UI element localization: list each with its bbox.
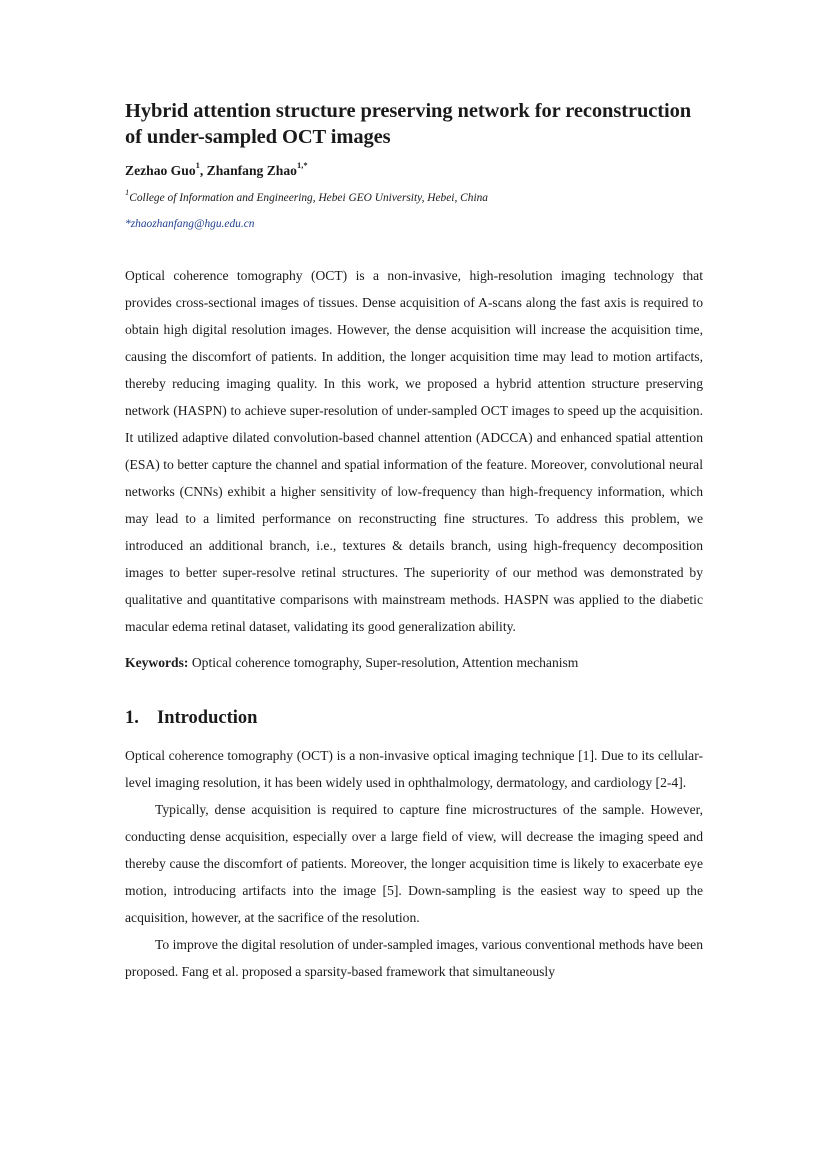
author-affiliation-marker: 1 [195,160,200,171]
paper-title: Hybrid attention structure preserving network for reconstruction of under-sampled OCT images [125,100,692,148]
paper-page [125,98,703,985]
author-separator: , [199,163,207,178]
body-paragraph: Optical coherence tomography (OCT) is a non-invasive optical imaging technique [1]. Due to its cellular-level imaging resolution, it has been widely used in ophthalmology, dermatology, and cardiology [2-4]. [125,748,703,790]
keywords [125,654,703,672]
affiliation-marker: 1 [125,187,130,198]
corresponding-email: *zhaozhanfang@hgu.edu.cn [125,218,255,230]
author-affiliation-marker: 1,* [296,160,308,171]
author-list [125,162,703,180]
keywords-text: Optical coherence tomography, Super-resolution, Attention mechanism [191,655,579,670]
author-name: Zhanfang Zhao [206,163,297,178]
keywords-label: Keywords: [125,655,189,670]
body-paragraph: Typically, dense acquisition is required to capture fine microstructures of the sample. However, conducting dense acquisition, especially over a large field of view, will decrease the imaging speed and thereby cause the discomfort of patients. Moreover, the longer acquisition time is likely to exacerbate eye motion, introducing artifacts into the image [5]. Down-sampling is the easiest way to speed up the acquisition, however, at the sacrifice of the resolution. [125,802,703,925]
affiliation-text: College of Information and Engineering, Hebei GEO University, Hebei, China [129,192,488,204]
section-title: Introduction [157,708,258,728]
section-heading [125,706,703,730]
author-name: Zezhao Guo [125,163,196,178]
affiliation [125,187,703,206]
section-number: 1. [125,708,139,728]
body-paragraph: To improve the digital resolution of under-sampled images, various conventional methods have been proposed. Fang et al. proposed a sparsity-based framework that simultaneously [125,937,703,979]
abstract: Optical coherence tomography (OCT) is a non-invasive, high-resolution imaging technology that provides cross-sectional images of tissues. Dense acquisition of A-scans along the fast axis is required to obtain high digital resolution images. However, the dense acquisition will increase the acquisition time, causing the discomfort of patients. In addition, the longer acquisition time may lead to motion artifacts, thereby reducing imaging quality. In this work, we proposed a hybrid attention structure preserving network (HASPN) to achieve super-resolution of under-sampled OCT images to speed up the acquisition. It utilized adaptive dilated convolution-based channel attention (ADCCA) and enhanced spatial attention (ESA) to better capture the channel and spatial information of the feature. Moreover, convolutional neural networks (CNNs) exhibit a higher sensitivity of low-frequency than high-frequency information, which may lead to a limited performance on reconstructing fine structures. To address this problem, we introduced an additional branch, i.e., textures & details branch, using high-frequency decomposition images to better super-resolve retinal structures. The superiority of our method was demonstrated by qualitative and quantitative comparisons with mainstream methods. HASPN was applied to the diabetic macular edema retinal dataset, validating its good generalization ability. [125,268,703,634]
